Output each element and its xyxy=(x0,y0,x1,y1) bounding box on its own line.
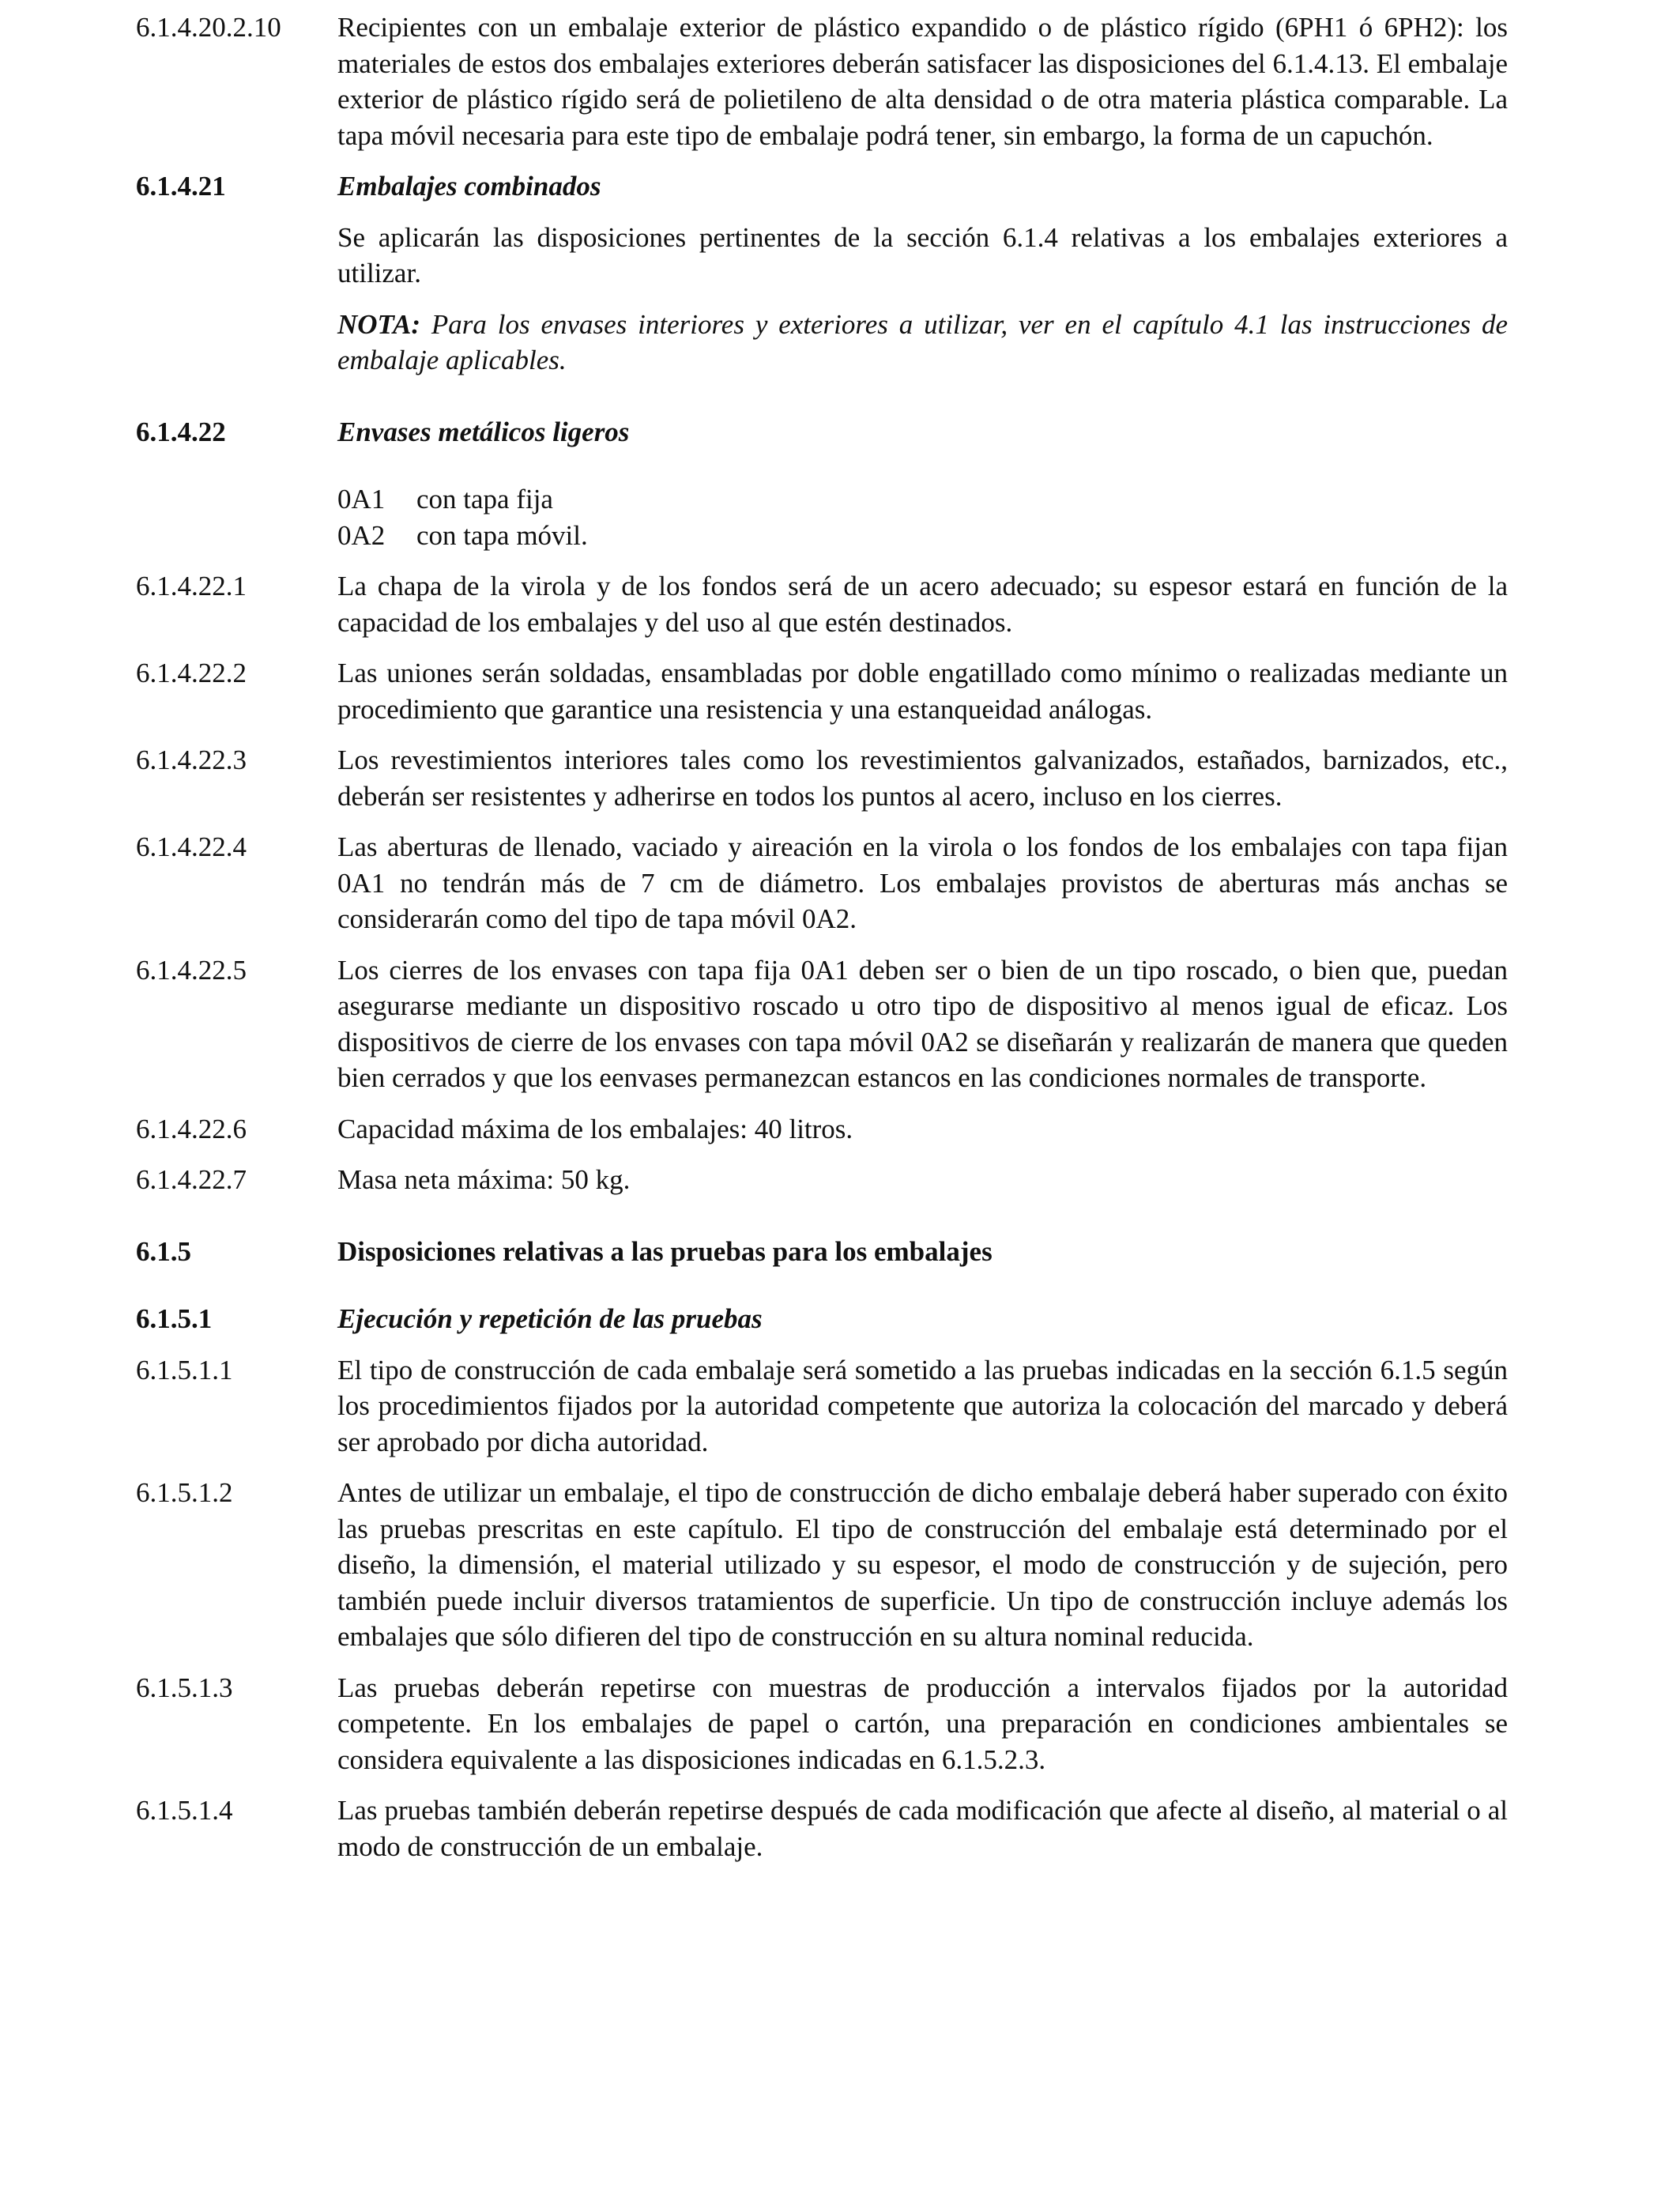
code-label: 0A2 xyxy=(337,519,386,551)
paragraph-combined-packaging xyxy=(136,220,1508,292)
paragraph-number: 6.1.4.22.3 xyxy=(136,745,247,775)
paragraph-number: 6.1.4.22.2 xyxy=(136,658,247,688)
paragraph-text: Los cierres de los envases con tapa fija 0A1 deben ser o bien de un tipo roscado, o bien que, puedan asegurarse mediante un dispositivo roscado u otro tipo de dispositivo al menos igual de eficaz. Los dispositivos de cierre de los envases con tapa móvil 0A2 se diseñarán y realizarán de manera que queden bien cerrados y que los eenvases permanezcan estancos en las condiciones normales de transporte. xyxy=(337,954,1508,1093)
paragraph-number: 6.1.4.22.6 xyxy=(136,1113,247,1144)
paragraph-number: 6.1.5.1.3 xyxy=(136,1672,233,1703)
section-heading-6-1-5 xyxy=(136,1234,1508,1270)
paragraph-number: 6.1.5.1.4 xyxy=(136,1795,233,1826)
paragraph-text: La chapa de la virola y de los fondos será de un acero adecuado; su espesor estará en función de la capacidad de los embalajes y del uso al que estén destinados. xyxy=(337,571,1508,638)
paragraph-number: 6.1.4.22.5 xyxy=(136,954,247,986)
document-page xyxy=(136,9,1508,1864)
code-label: 0A1 xyxy=(337,484,386,515)
note-label: NOTA: xyxy=(337,308,420,340)
heading-title: Envases metálicos ligeros xyxy=(337,416,630,447)
code-item xyxy=(337,481,1508,518)
paragraph-6-1-4-22-2 xyxy=(136,655,1508,727)
heading-number: 6.1.4.22 xyxy=(136,416,226,447)
paragraph-number: 6.1.5.1.1 xyxy=(136,1354,233,1385)
section-title: Disposiciones relativas a las pruebas para los embalajes xyxy=(337,1235,993,1267)
paragraph-6-1-5-1-2 xyxy=(136,1475,1508,1655)
code-description: con tapa móvil. xyxy=(416,519,588,551)
paragraph-number: 6.1.5.1.2 xyxy=(136,1477,233,1508)
paragraph-text: Masa neta máxima: 50 kg. xyxy=(337,1164,631,1195)
paragraph-text: Las uniones serán soldadas, ensambladas por doble engatillado como mínimo o realizadas mediante un procedimiento que garantice una resistencia y una estanqueidad análogas. xyxy=(337,658,1508,725)
paragraph-text: Se aplicarán las disposiciones pertinentes de la sección 6.1.4 relativas a los embalajes exteriores a utilizar. xyxy=(337,221,1508,288)
paragraph-6-1-4-22-6 xyxy=(136,1111,1508,1148)
paragraph-text: Las aberturas de llenado, vaciado y aireación en la virola o los fondos de los embalajes con tapa fijan 0A1 no tendrán más de 7 cm de diámetro. Los embalajes provistos de aberturas más anchas se considerarán como del tipo de tapa móvil 0A2. xyxy=(337,831,1508,934)
paragraph-6-1-4-20-2-10 xyxy=(136,9,1508,153)
paragraph-text: El tipo de construcción de cada embalaje será sometido a las pruebas indicadas en la sección 6.1.5 según los procedimientos fijados por la autoridad competente que autoriza la colocación del marcado y deberá ser aprobado por dicha autoridad. xyxy=(337,1354,1508,1457)
paragraph-6-1-5-1-4 xyxy=(136,1793,1508,1864)
paragraph-number: 6.1.4.20.2.10 xyxy=(136,12,281,43)
paragraph-6-1-5-1-1 xyxy=(136,1352,1508,1461)
heading-title: Embalajes combinados xyxy=(337,171,601,202)
heading-6-1-4-21 xyxy=(136,168,1508,205)
paragraph-6-1-4-22-5 xyxy=(136,952,1508,1096)
heading-number: 6.1.4.21 xyxy=(136,171,226,202)
heading-title: Ejecución y repetición de las pruebas xyxy=(337,1303,763,1334)
paragraph-6-1-5-1-3 xyxy=(136,1670,1508,1778)
paragraph-text: Las pruebas también deberán repetirse después de cada modificación que afecte al diseño, al material o al modo de construcción de un embalaje. xyxy=(337,1795,1508,1862)
paragraph-6-1-4-22-1 xyxy=(136,568,1508,640)
paragraph-text: Los revestimientos interiores tales como los revestimientos galvanizados, estañados, barnizados, etc., deberán ser resistentes y adherirse en todos los puntos al acero, incluso en los cierres. xyxy=(337,745,1508,812)
paragraph-6-1-4-22-4 xyxy=(136,829,1508,937)
paragraph-text: Recipientes con un embalaje exterior de plástico expandido o de plástico rígido (6PH1 ó 6PH2): los materiales de estos dos embalajes exteriores deberán satisfacer las disposiciones del 6.1.4.13. El embalaje exterior de plástico rígido será de polietileno de alta densidad o de otra materia plástica comparable. La tapa móvil necesaria para este tipo de embalaje podrá tener, sin embargo, la forma de un capuchón. xyxy=(337,12,1508,151)
section-number: 6.1.5 xyxy=(136,1235,191,1267)
note-text: Para los envases interiores y exteriores a utilizar, ver en el capítulo 4.1 las instrucciones de embalaje aplicables. xyxy=(337,308,1508,375)
code-description: con tapa fija xyxy=(416,484,553,515)
code-item xyxy=(337,518,1508,554)
heading-number: 6.1.5.1 xyxy=(136,1303,213,1334)
paragraph-text: Capacidad máxima de los embalajes: 40 litros. xyxy=(337,1113,853,1144)
note-block xyxy=(136,307,1508,379)
paragraph-number: 6.1.4.22.1 xyxy=(136,571,247,601)
paragraph-text: Las pruebas deberán repetirse con muestras de producción a intervalos fijados por la autoridad competente. En los embalajes de papel o cartón, una preparación en condiciones ambientales se considera equivalente a las disposiciones indicadas en 6.1.5.2.3. xyxy=(337,1672,1508,1775)
code-list xyxy=(136,481,1508,553)
paragraph-text: Antes de utilizar un embalaje, el tipo de construcción de dicho embalaje deberá haber superado con éxito las pruebas prescritas en este capítulo. El tipo de construcción del embalaje está determinado por el diseño, la dimensión, el material utilizado y su espesor, el modo de construcción y de sujeción, pero también puede incluir diversos tratamientos de superficie. Un tipo de construcción incluye además los embalajes que sólo difieren del tipo de construcción en su altura nominal reducida. xyxy=(337,1477,1508,1652)
paragraph-number: 6.1.4.22.7 xyxy=(136,1164,247,1195)
paragraph-6-1-4-22-3 xyxy=(136,742,1508,814)
heading-6-1-4-22 xyxy=(136,414,1508,450)
paragraph-6-1-4-22-7 xyxy=(136,1162,1508,1198)
paragraph-number: 6.1.4.22.4 xyxy=(136,831,247,862)
heading-6-1-5-1 xyxy=(136,1301,1508,1337)
